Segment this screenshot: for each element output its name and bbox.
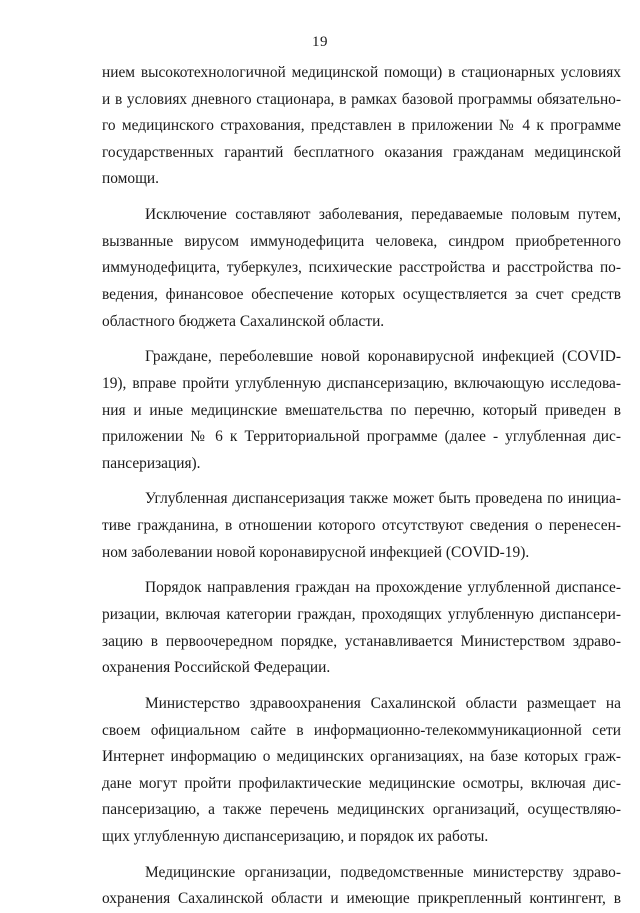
- text-line: Интернет информацию о медицинских организациях, на базе которых граж-: [102, 748, 621, 766]
- text-line: дане могут пройти профилактические медицинские осмотры, включая дис-: [102, 774, 621, 792]
- body-text: [102, 60, 621, 913]
- text-line: зацию в первоочередном порядке, устанавливается Министерством здраво-: [102, 632, 621, 650]
- text-line: Углубленная диспансеризация также может быть проведена по инициа-: [145, 490, 621, 508]
- paragraph-4: [102, 486, 621, 566]
- text-line: Порядок направления граждан на прохождение углубленной диспансе-: [145, 579, 621, 597]
- text-line: своем официальном сайте в информационно-телекоммуникационной сети: [102, 721, 621, 739]
- text-line: охранения Российской Федерации.: [102, 659, 331, 677]
- text-line: ния и иные медицинские вмешательства по перечню, который приведен в: [102, 401, 621, 419]
- text-line: областного бюджета Сахалинской области.: [102, 312, 385, 330]
- text-line: ном заболевании новой коронавирусной инфекцией (COVID-19).: [102, 543, 530, 561]
- text-line: ризации, включая категории граждан, проходящих углубленную диспансери-: [102, 606, 621, 624]
- text-line: пансеризация).: [102, 454, 201, 472]
- text-line: тиве гражданина, в отношении которого отсутствуют сведения о перенесен-: [102, 517, 621, 535]
- text-line: помощи.: [102, 170, 160, 188]
- text-line: нием высокотехнологичной медицинской помощи) в стационарных условиях: [102, 64, 621, 81]
- text-line: вызванные вирусом иммунодефицита человека, синдром приобретенного: [102, 232, 621, 250]
- text-line: приложении № 6 к Территориальной программе (далее - углубленная дис-: [102, 428, 621, 446]
- text-line: Медицинские организации, подведомственные министерству здраво-: [145, 863, 621, 881]
- page-number: 19: [312, 34, 328, 50]
- text-line: Исключение составляют заболевания, передаваемые половым путем,: [145, 206, 621, 224]
- text-line: Граждане, переболевшие новой коронавирусной инфекцией (COVID-: [145, 348, 621, 366]
- paragraph-6: [102, 691, 621, 851]
- paragraph-5: [102, 575, 621, 681]
- text-line: пансеризацию, а также перечень медицинских организаций, осуществляю-: [102, 801, 621, 819]
- text-line: щих углубленную диспансеризацию, и порядок их работы.: [102, 827, 489, 845]
- text-line: го медицинского страхования, представлен в приложении № 4 к программе: [102, 117, 621, 135]
- text-line: иммунодефицита, туберкулез, психические расстройства и расстройства по-: [102, 259, 621, 277]
- text-line: и в условиях дневного стационара, в рамках базовой программы обязательно-: [102, 90, 621, 108]
- paragraph-1: [102, 60, 621, 193]
- text-line: 19), вправе пройти углубленную диспансеризацию, включающую исследова-: [102, 374, 621, 392]
- text-line: государственных гарантий бесплатного оказания гражданам медицинской: [102, 143, 621, 161]
- text-line: охранения Сахалинской области и имеющие прикрепленный контингент, в: [102, 890, 621, 908]
- text-line: Министерство здравоохранения Сахалинской области размещает на: [145, 695, 621, 712]
- paragraph-2: [102, 202, 621, 335]
- paragraph-3: [102, 344, 621, 477]
- text-line: ведения, финансовое обеспечение которых осуществляется за счет средств: [102, 285, 621, 303]
